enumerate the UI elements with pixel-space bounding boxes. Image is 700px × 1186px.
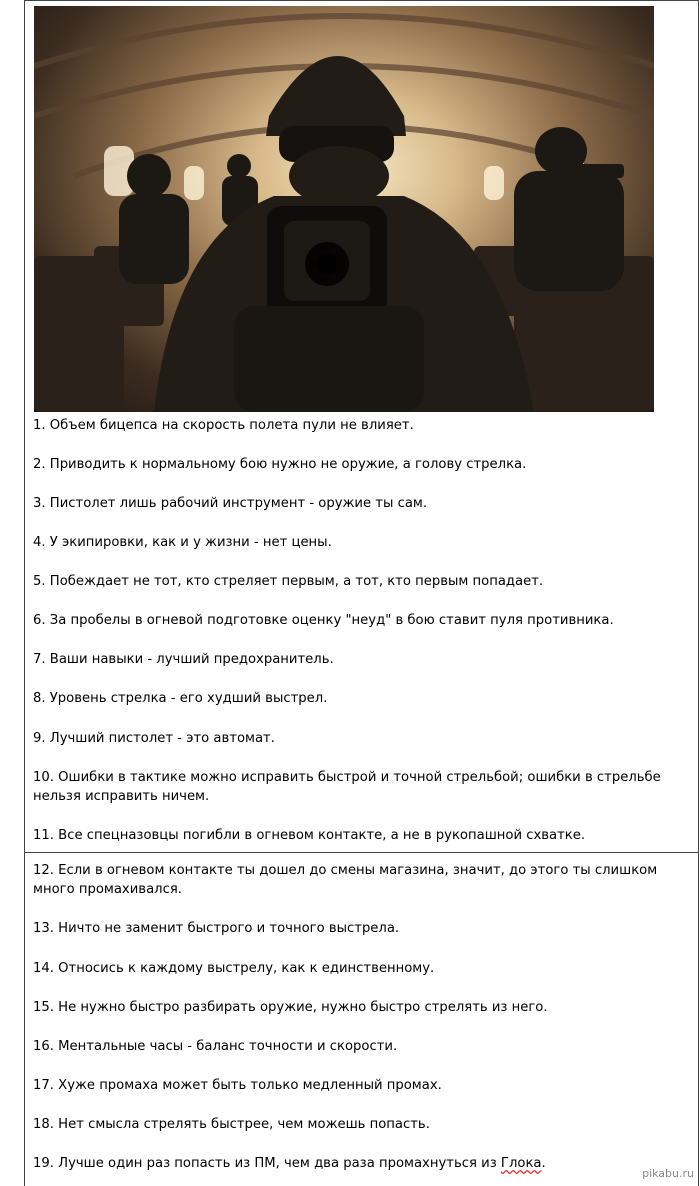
rule-15: 15. Не нужно быстро разбирать оружие, нужно быстро стрелять из него.	[33, 1000, 548, 1015]
document-sheet	[24, 0, 699, 1186]
rule-2: 2. Приводить к нормальному бою нужно не оружие, а голову стрелка.	[33, 457, 527, 472]
special-forces-photo	[34, 6, 654, 412]
rule-14: 14. Относись к каждому выстрелу, как к единственному.	[33, 961, 435, 976]
rule-6: 6. За пробелы в огневой подготовке оценку "неуд" в бою ставит пуля противника.	[33, 613, 614, 628]
rule-17: 17. Хуже промаха может быть только медленный промах.	[33, 1078, 442, 1093]
page-frame-bottom	[24, 852, 699, 1186]
rule-18: 18. Нет смысла стрелять быстрее, чем можешь попасть.	[33, 1117, 430, 1132]
rule-16: 16. Ментальные часы - баланс точности и скорости.	[33, 1039, 398, 1054]
rule-9: 9. Лучший пистолет - это автомат.	[33, 731, 275, 746]
rule-3: 3. Пистолет лишь рабочий инструмент - оружие ты сам.	[33, 496, 428, 511]
rule-19	[33, 1154, 683, 1173]
rule-11: 11. Все спецназовцы погибли в огневом контакте, а не в рукопашной схватке.	[33, 828, 586, 843]
rule-19-text: 19. Лучше один раз попасть из ПМ, чем два раза промахнуться из	[33, 1156, 501, 1171]
pikabu-watermark: pikabu.ru	[642, 1167, 694, 1180]
rule-1: 1. Объем бицепса на скорость полета пули не влияет.	[33, 418, 414, 433]
rule-8: 8. Уровень стрелка - его худший выстрел.	[33, 691, 328, 706]
rule-5: 5. Побеждает не тот, кто стреляет первым, а тот, кто первым попадает.	[33, 574, 544, 589]
rule-12: 12. Если в огневом контакте ты дошел до смены магазина, значит, до этого ты слишком много промахивался.	[33, 863, 658, 897]
rule-4: 4. У экипировки, как и у жизни - нет цены.	[33, 535, 332, 550]
rule-13: 13. Ничто не заменит быстрого и точного выстрела.	[33, 921, 400, 936]
rule-19-tail: .	[541, 1156, 546, 1171]
rule-10: 10. Ошибки в тактике можно исправить быстрой и точной стрельбой; ошибки в стрельбе нельзя исправить ничем.	[33, 770, 661, 804]
rule-7: 7. Ваши навыки - лучший предохранитель.	[33, 652, 334, 667]
rule-19-glock-word: Глока	[500, 1156, 542, 1171]
